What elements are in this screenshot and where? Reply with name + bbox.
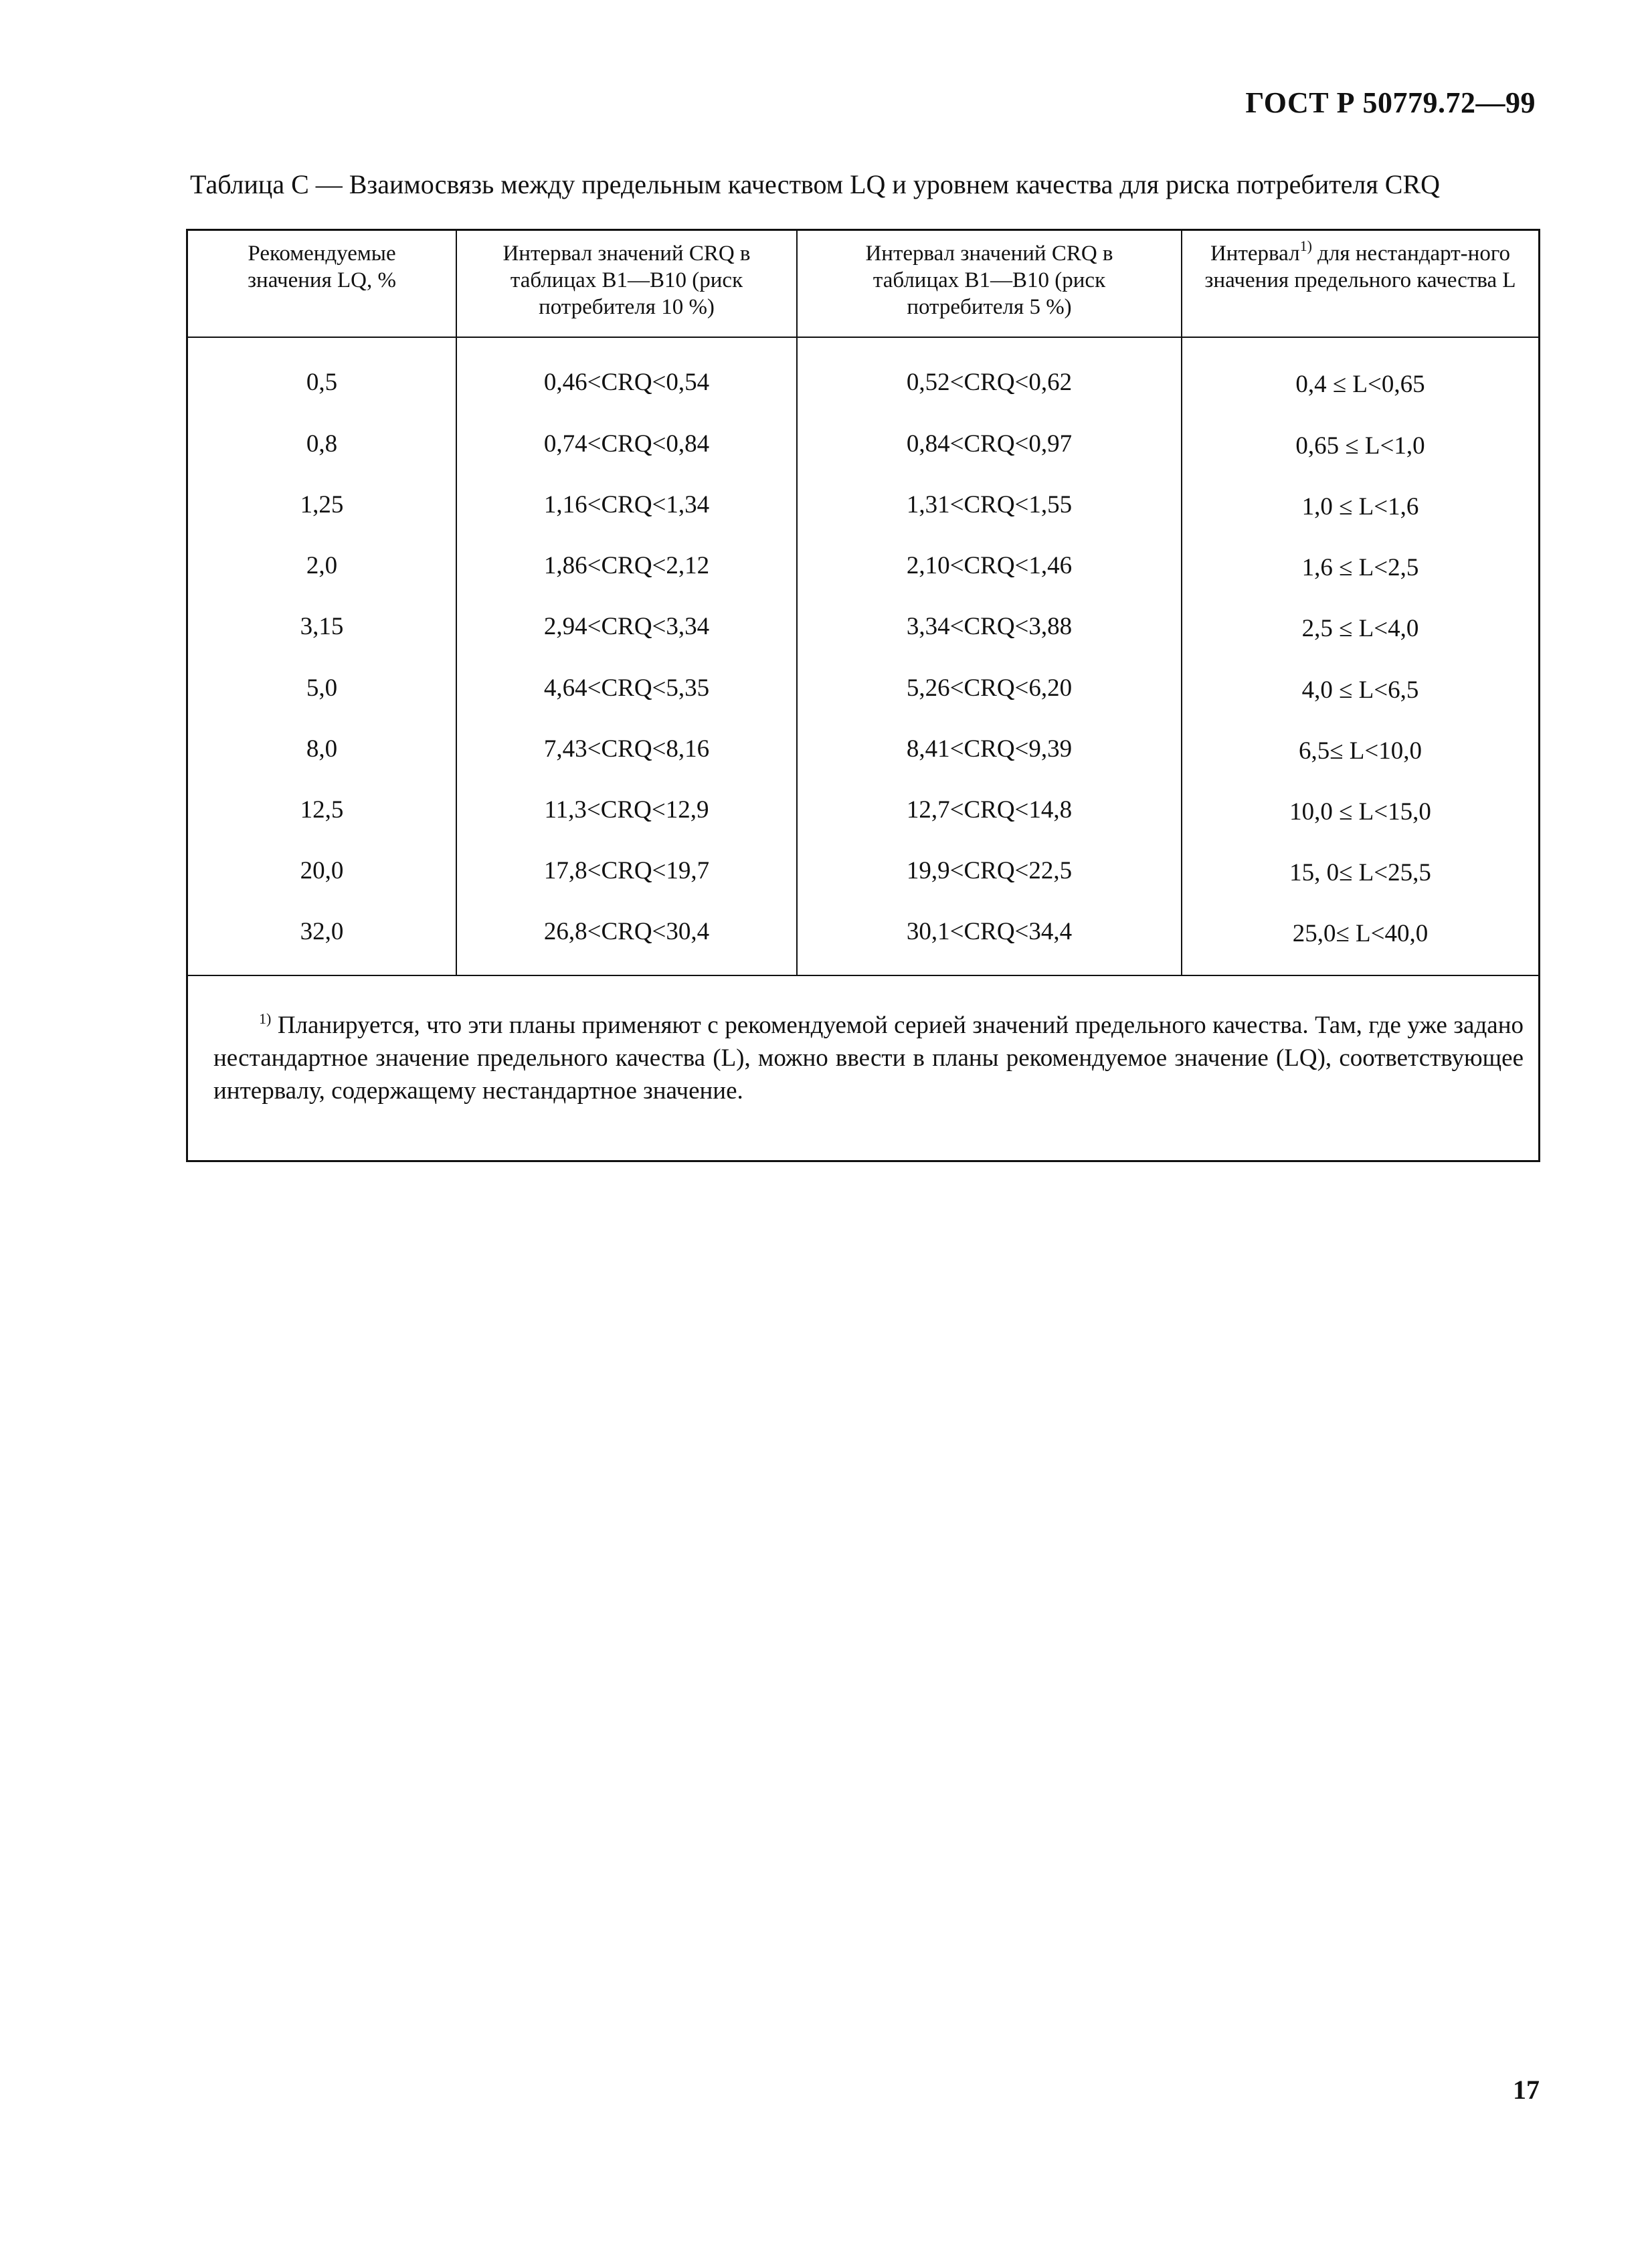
cell-interval-l: 1,6 ≤ L<2,5	[1301, 554, 1419, 581]
footnote-text: Планируется, что эти планы применяют с рекомендуемой серией значений предельного качества. Там, где уже задано нестандартное значение предельного качества (L), можно ввести в планы рекомендуемое значение (LQ), соответствующее интервалу, содержащему нестандартное значение.	[213, 1012, 1524, 1105]
cell-crq-10: 7,43<CRQ<8,16	[543, 735, 710, 763]
cell-lq: 5,0	[306, 674, 338, 702]
cell-interval-l: 2,5 ≤ L<4,0	[1301, 615, 1419, 642]
cell-crq-10: 1,16<CRQ<1,34	[543, 491, 710, 519]
cell-crq-5: 3,34<CRQ<3,88	[906, 613, 1073, 640]
cell-crq-5: 1,31<CRQ<1,55	[906, 491, 1073, 519]
cell-crq-10: 17,8<CRQ<19,7	[543, 857, 710, 884]
cell-interval-l: 10,0 ≤ L<15,0	[1289, 798, 1431, 826]
cell-crq-5: 19,9<CRQ<22,5	[906, 857, 1073, 884]
cell-interval-l: 0,65 ≤ L<1,0	[1295, 432, 1425, 460]
cell-crq-5: 30,1<CRQ<34,4	[906, 918, 1073, 945]
cell-crq-5: 12,7<CRQ<14,8	[906, 796, 1073, 824]
table-footnote	[213, 1009, 1524, 1107]
cell-crq-10: 0,74<CRQ<0,84	[543, 430, 710, 458]
cell-lq: 2,0	[306, 552, 338, 579]
cell-crq-10: 4,64<CRQ<5,35	[543, 674, 710, 702]
document-code: ГОСТ Р 50779.72—99	[1245, 86, 1536, 119]
table-c	[186, 229, 1540, 1162]
cell-interval-l: 0,4 ≤ L<0,65	[1295, 371, 1425, 398]
column-header-crq-5: Интервал значений CRQ в таблицах B1—B10 (риск потребителя 5 %)	[865, 242, 1113, 319]
cell-crq-5: 0,52<CRQ<0,62	[906, 369, 1073, 396]
cell-lq: 8,0	[306, 735, 338, 763]
header-divider	[188, 337, 1538, 338]
footnote-divider	[188, 975, 1538, 976]
cell-crq-10: 0,46<CRQ<0,54	[543, 369, 710, 396]
column-header-interval-l-rest: для нестандарт-ного значения предельного качества L	[1204, 242, 1516, 292]
column-header-interval-l	[1182, 240, 1538, 294]
cell-crq-5: 2,10<CRQ<1,46	[906, 552, 1073, 579]
cell-interval-l: 1,0 ≤ L<1,6	[1301, 493, 1419, 521]
cell-crq-10: 1,86<CRQ<2,12	[543, 552, 710, 579]
cell-lq: 20,0	[300, 857, 344, 884]
page-number: 17	[1513, 2075, 1540, 2105]
cell-interval-l: 15, 0≤ L<25,5	[1289, 859, 1431, 886]
cell-lq: 0,5	[306, 369, 338, 396]
cell-crq-5: 8,41<CRQ<9,39	[906, 735, 1073, 763]
table-caption: Таблица C — Взаимосвязь между предельным качеством LQ и уровнем качества для риска потребителя CRQ	[190, 169, 1441, 199]
cell-crq-10: 11,3<CRQ<12,9	[544, 796, 709, 824]
cell-lq: 32,0	[300, 918, 344, 945]
column-header-lq: Рекомендуемые значения LQ, %	[248, 242, 396, 292]
column-header-interval-l-word: Интервал	[1210, 242, 1300, 266]
cell-lq: 0,8	[306, 430, 338, 458]
column-header-crq-10: Интервал значений CRQ в таблицах B1—B10 (риск потребителя 10 %)	[502, 242, 751, 319]
cell-crq-10: 2,94<CRQ<3,34	[543, 613, 710, 640]
cell-lq: 1,25	[300, 491, 344, 519]
cell-crq-10: 26,8<CRQ<30,4	[543, 918, 710, 945]
cell-interval-l: 25,0≤ L<40,0	[1292, 920, 1429, 947]
cell-lq: 12,5	[300, 796, 344, 824]
cell-crq-5: 0,84<CRQ<0,97	[906, 430, 1073, 458]
footnote-mark: 1)	[259, 1010, 272, 1027]
footnote-ref-mark: 1)	[1299, 238, 1312, 254]
cell-interval-l: 6,5≤ L<10,0	[1298, 737, 1422, 765]
cell-crq-5: 5,26<CRQ<6,20	[906, 674, 1073, 702]
cell-interval-l: 4,0 ≤ L<6,5	[1301, 676, 1419, 704]
cell-lq: 3,15	[300, 613, 344, 640]
